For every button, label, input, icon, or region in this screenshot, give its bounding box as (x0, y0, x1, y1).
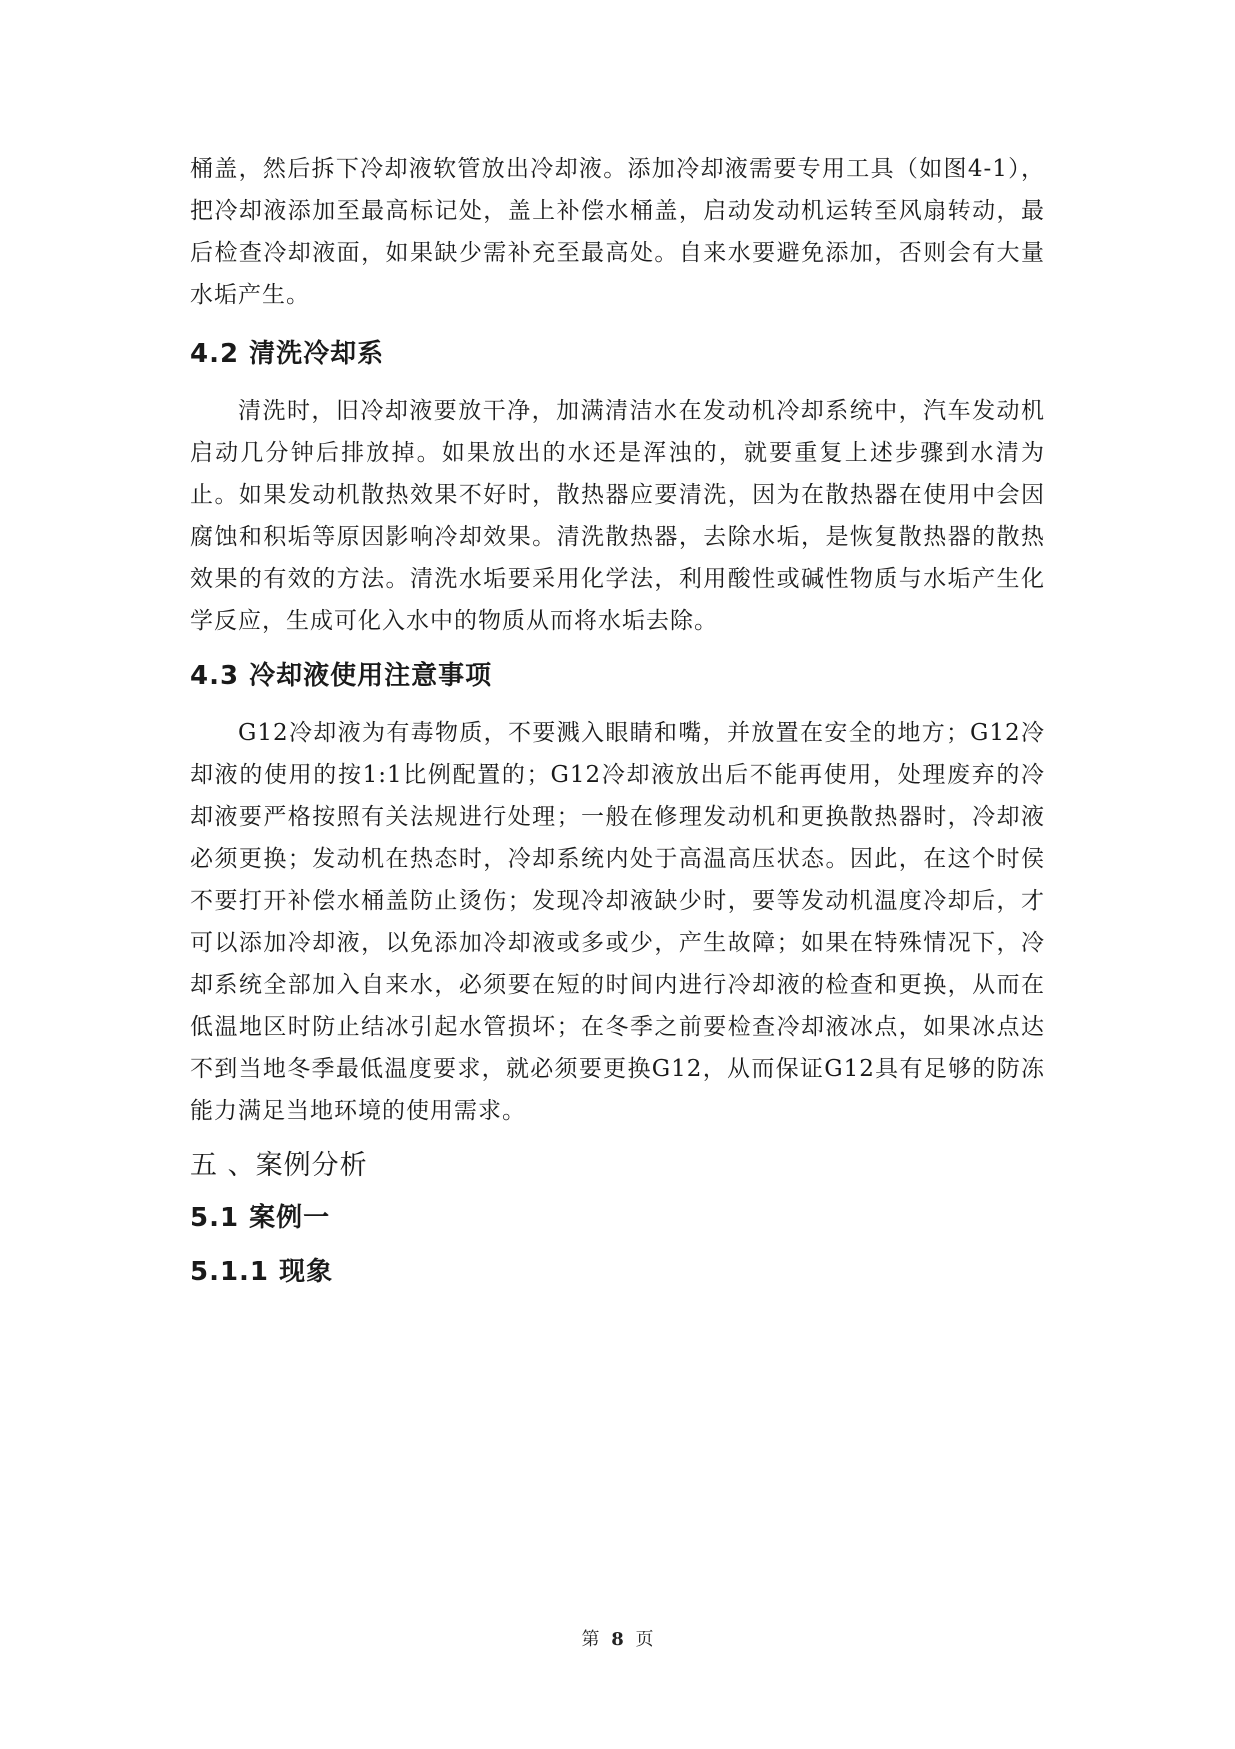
heading-5-1-1: 5.1.1 现象 (190, 1257, 334, 1287)
heading-4-2: 4.2 清洗冷却系 (190, 339, 385, 369)
heading-5-1: 5.1 案例一 (190, 1203, 331, 1233)
paragraph-4-3: G12冷却液为有毒物质，不要溅入眼睛和嘴，并放置在安全的地方；G12冷却液的使用的按1:1比例配置的；G12冷却液放出后不能再使用，处理废弃的冷却液要严格按照有关法规进行处理；一般在修理发动机和更换散热器时，冷却液必须更换；发动机在热态时，冷却系统内处于高温高压状态。因此，在这个时侯不要打开补偿水桶盖防止烫伤；发现冷却液缺少时，要等发动机温度冷却后，才可以添加冷却液，以免添加冷却液或多或少，产生故障；如果在特殊情况下，冷却系统全部加入自来水，必须要在短的时间内进行冷却液的检查和更换，从而在低温地区时防止结冰引起水管损坏；在冬季之前要检查冷却液冰点，如果冰点达不到当地冬季最低温度要求，就必须要更换G12，从而保证G12具有足够的防冻能力满足当地环境的使用需求。 (190, 720, 1045, 1124)
paragraph-4-2: 清洗时，旧冷却液要放干净，加满清洁水在发动机冷却系统中，汽车发动机启动几分钟后排放掉。如果放出的水还是浑浊的，就要重复上述步骤到水清为止。如果发动机散热效果不好时，散热器应要清洗，因为在散热器在使用中会因腐蚀和积垢等原因影响冷却效果。清洗散热器，去除水垢，是恢复散热器的散热效果的有效的方法。清洗水垢要采用化学法，利用酸性或碱性物质与水垢产生化学反应，生成可化入水中的物质从而将水垢去除。 (190, 398, 1045, 634)
paragraph-intro: 桶盖，然后拆下冷却液软管放出冷却液。添加冷却液需要专用工具（如图4-1），把冷却液添加至最高标记处，盖上补偿水桶盖，启动发动机运转至风扇转动，最后检查冷却液面，如果缺少需补充至最高处。自来水要避免添加，否则会有大量水垢产生。 (190, 156, 1045, 308)
footer-suffix: 页 (635, 1629, 654, 1650)
heading-5: 五 、案例分析 (190, 1150, 368, 1181)
page-footer (0, 1625, 1235, 1651)
heading-4-3: 4.3 冷却液使用注意事项 (190, 661, 493, 691)
page-number: 8 (611, 1629, 624, 1650)
footer-prefix: 第 (581, 1629, 600, 1650)
page-content (190, 148, 1045, 1292)
